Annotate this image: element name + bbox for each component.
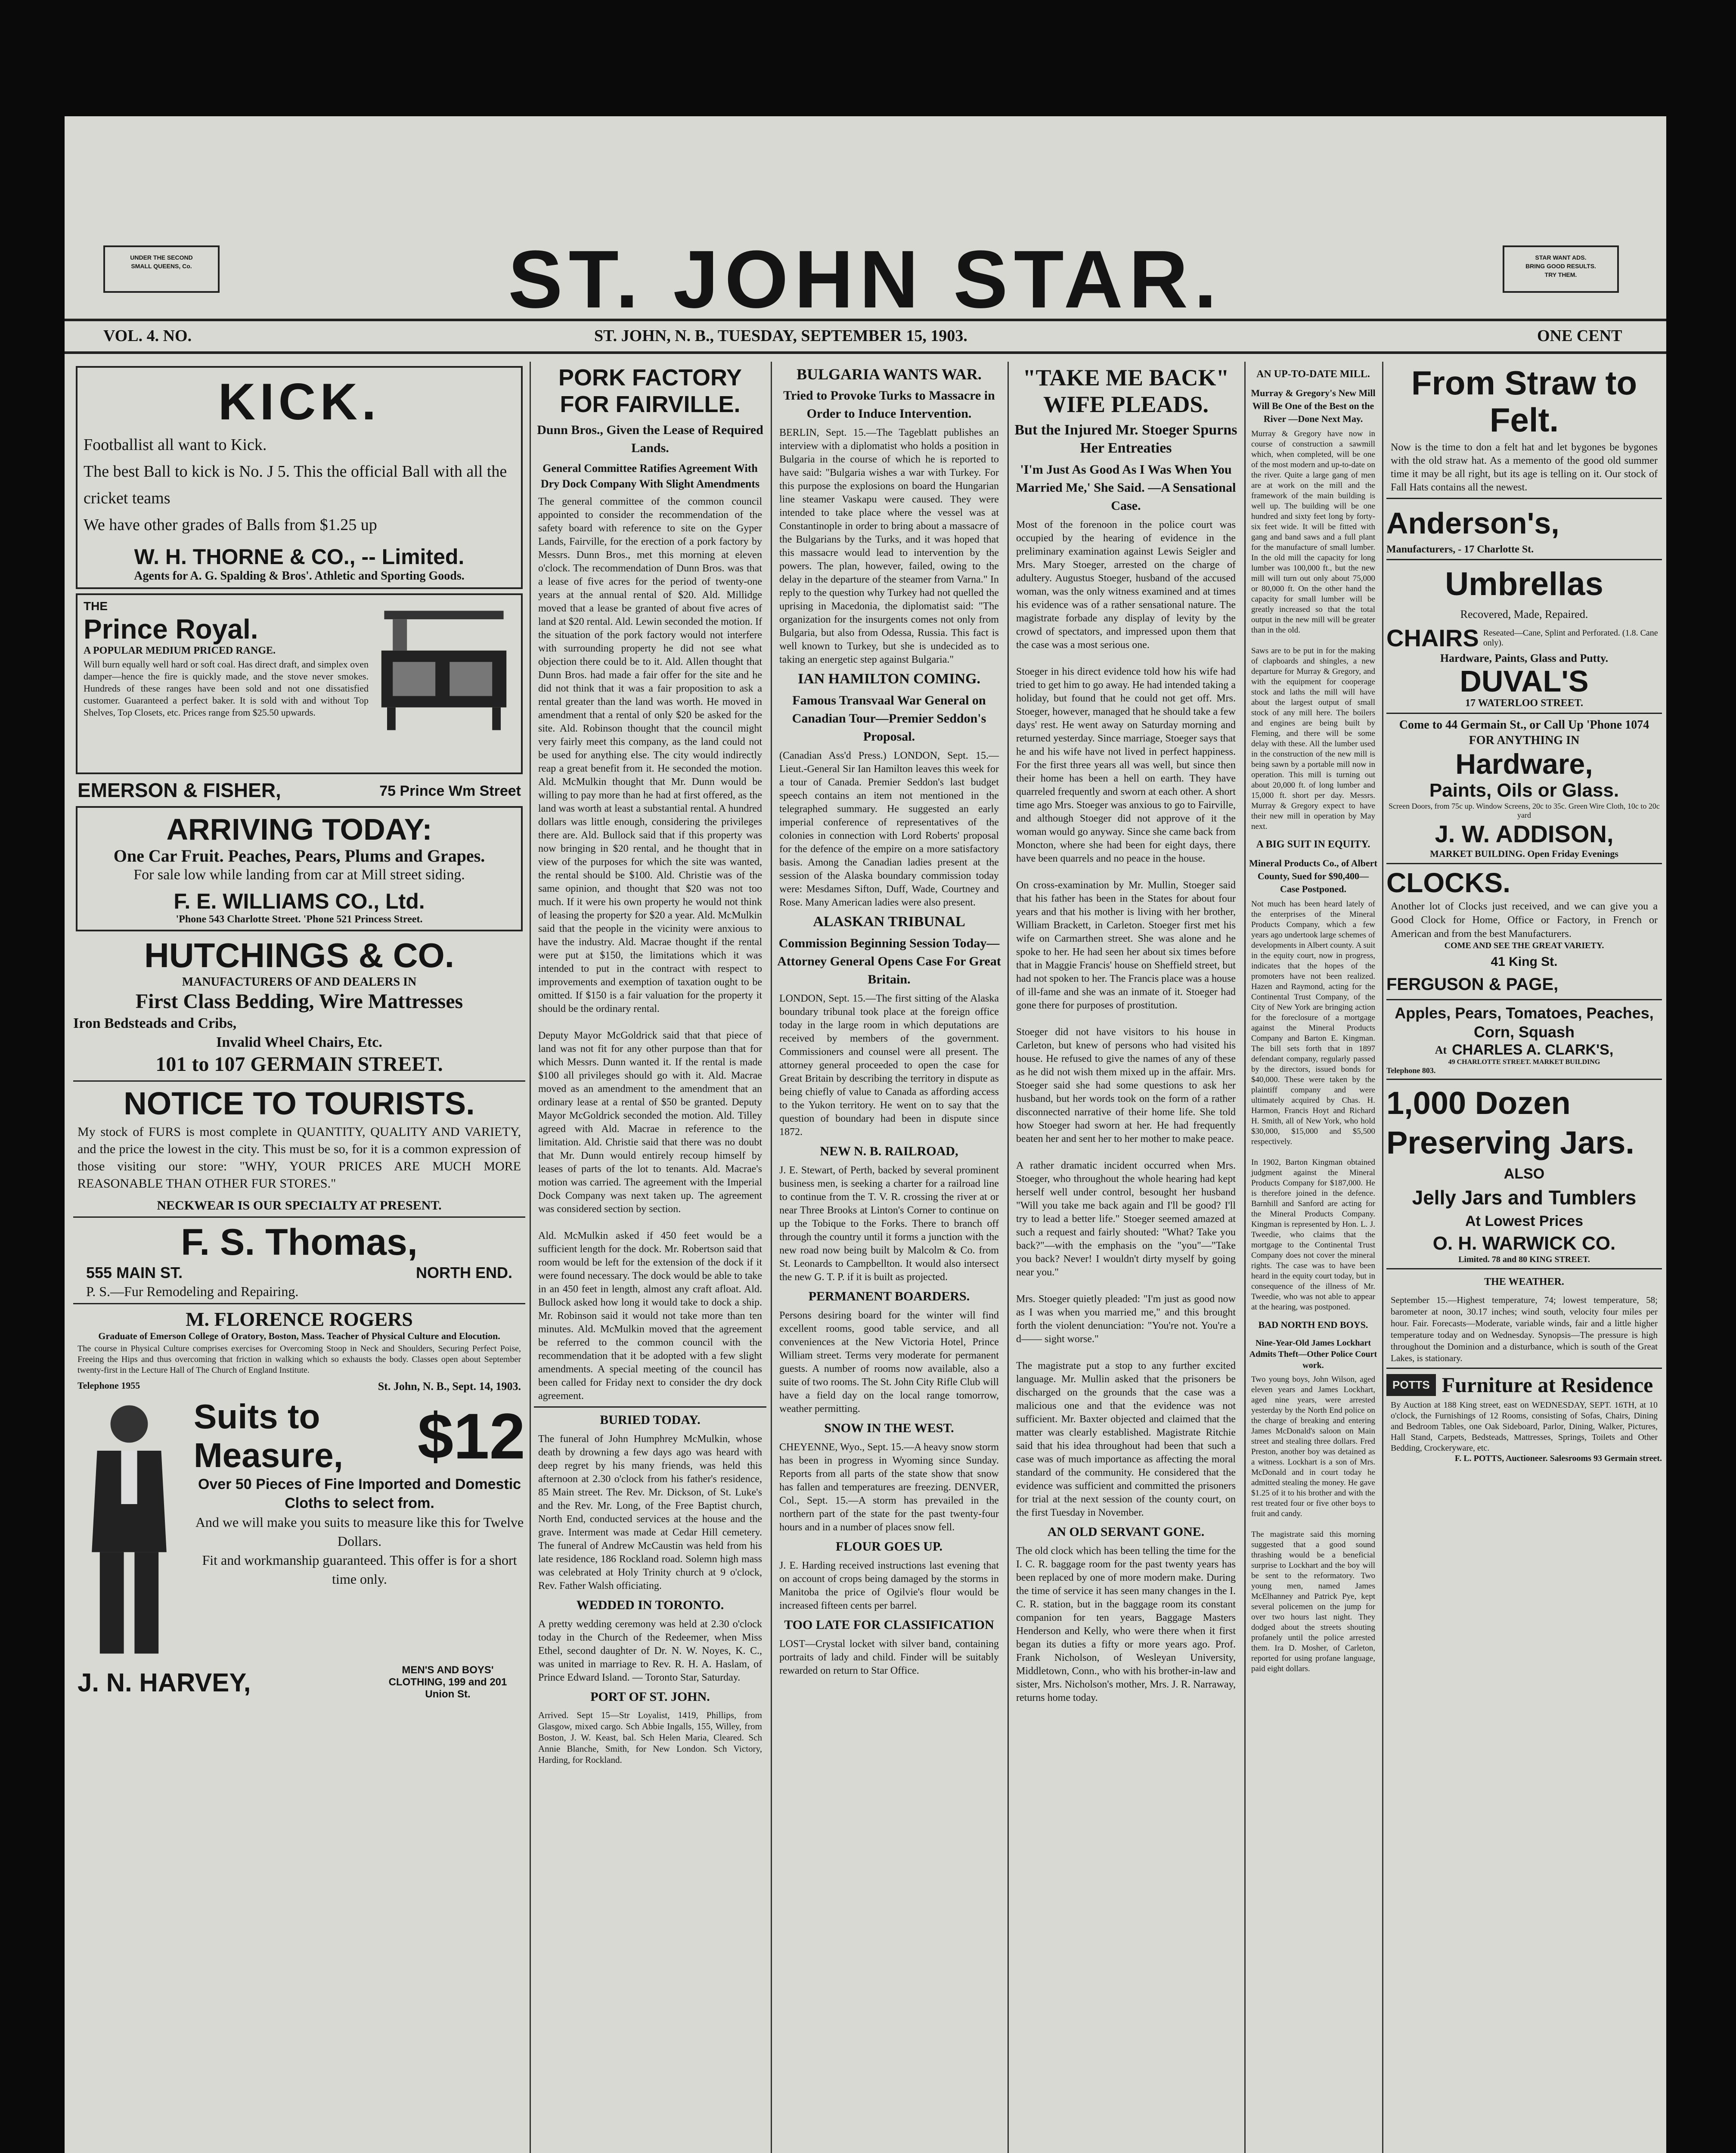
article-body: J. E. Stewart, of Perth, backed by several prominent business men, is seeking a charter for a railroad line to continue from the T. V. R. crossing the river at or near Three Brooks at Linton's Corner to continue on up the Tobique to the Forks. There to branch off through the country until it forms a junction with the new road now being built by Malcolm & Co. from St. Leonards to Campbellton. It would also intersect the new G. T. P. if it is built as projected. [779,1165,999,1283]
ad-arriving-head: ARRIVING TODAY: [166,813,432,846]
article-headline: BULGARIA WANTS WAR. [797,366,982,383]
left-ear-line: SMALL QUEENS, Co. [131,263,192,270]
ad-arriving [76,806,523,931]
article-subhead: General Committee Ratifies Agreement With Dry Dock Company With Slight Amendments [540,462,760,490]
article-headline: TOO LATE FOR CLASSIFICATION [784,1618,994,1632]
article-headline: AN OLD SERVANT GONE. [1047,1525,1205,1539]
newspaper-title: ST. JOHN STAR. [508,234,1223,325]
ad-prince-the: THE [84,599,108,613]
column-pork-factory [534,362,766,2153]
ad-chairs: CHAIRS [1386,624,1479,651]
ad-warwick-sub: Limited. 78 and 80 KING STREET. [1458,1255,1590,1264]
ad-warwick-lowest: At Lowest Prices [1465,1213,1583,1229]
ad-potts-text: By Auction at 188 King street, east on WEDNESDAY, SEPT. 16TH, at 10 o'clock, the Furnishings of 12 Rooms, consisting of Sofas, Chairs, Dining and Bedroom Tables, one Oak Sideboard, Parlor, Dining, Walker, Pictures, Hall Stand, Carpets, Bedsteads, Mattresses, Springs, Toilets and Other Bedding, Crockeryware, etc. [1391,1400,1658,1453]
right-ear-box [1503,245,1619,293]
ad-harvey-line: And we will make you suits to measure like this for Twelve Dollars. [195,1514,524,1549]
divider [534,1406,766,1408]
ad-prince-royal [76,593,523,774]
ad-arriving-phones: 'Phone 543 Charlotte Street. 'Phone 521 Princess Street. [176,914,423,925]
article-subhead: Nine-Year-Old James Lockhart Admits Theft—Other Police Court work. [1249,1338,1377,1370]
ad-felt-headline: From Straw to Felt. [1411,364,1637,439]
divider [1386,498,1662,499]
ad-thomas-address-row [86,1264,512,1282]
article-body: The funeral of John Humphrey McMulkin, whose death by drowning a few days ago was heard with deep regret by his many friends, was held this afternoon at 2.30 o'clock from his father's residence, 85 Main street. The Rev. Mr. Dickson, of St. Luke's and the Rev. Mr. Long, of the Free Baptist church, North End, conducted services at the house and the grave. Interment was made at Cedar Hill cemetery. The funeral of Andrew McCaustin was held from his late residence, 186 Rockland road. Solemn high mass was celebrated at Holy Trinity church at 9 o'clock, Rev. Father Walsh officiating. [538,1433,762,1591]
ad-rogers-phone: Telephone 1955 [78,1380,140,1391]
article-headline: BAD NORTH END BOYS. [1258,1319,1368,1330]
ad-tourists [73,1085,525,1213]
article-subhead: 'I'm Just As Good As I Was When You Married Me,' She Said. —A Sensational Case. [1016,462,1236,513]
article-headline: PORT OF ST. JOHN. [590,1690,710,1704]
ad-addison-small: Screen Doors, from 75c up. Window Screens, 20c to 35c. Green Wire Cloth, 10c to 20c yard [1389,802,1660,819]
ad-umbrellas-sub: Recovered, Made, Repaired. [1460,608,1588,620]
ad-hutchings-head: HUTCHINGS & CO. [144,936,454,974]
column-rule [1382,362,1383,2153]
ad-rogers-credentials: Graduate of Emerson College of Oratory, Boston, Mass. Teacher of Physical Culture and Elocution. [98,1331,500,1341]
ad-chairs-row [1386,624,1662,652]
article-body: LOST—Crystal locket with silver band, containing portraits of lady and child. Finder will be suitably rewarded on return to Star Office. [779,1638,999,1676]
ad-kick-headline: KICK. [218,373,381,431]
article-body: BERLIN, Sept. 15.—The Tageblatt publishes an interview with a diplomatist who holds a position in Bulgaria in the course of which he is reported to have said: "Bulgaria wishes a war with Turkey. For this purpose the explosions on board the Hungarian line steamer Vaskapu were caused. They were intended to take place where the vessel was at Constantinople in order to bring about a massacre of the Bulgarians by the Turks, and it was hoped that this massacre would lead to intervention by the powers. The plan, however, failed, owing to the delay in the departure of the steamer from Varna." In reply to the question why Turkey had not quelled the uprising in Macedonia, the diplomatist said: "The organization for the insurgents comes not only from Bulgaria, but also from Odessa, Russia. This fact is well known to Turkey, but she is undecided as to taking an energetic step against Bulgaria." [779,427,999,665]
ad-harvey-suits: Suits to Measure, [194,1397,343,1474]
ad-harvey-footer [78,1664,521,1700]
divider [73,1303,525,1304]
ad-kick-line: Footballist all want to Kick. [84,436,267,454]
ad-addison-paints: Paints, Oils or Glass. [1429,780,1619,801]
divider [1386,1079,1662,1080]
article-body: A pretty wedding ceremony was held at 2.30 o'clock today in the Church of the Redeemer, when Miss Ethel, second daughter of Dr. N. W. Noyes, K. C., was united in marriage to Rev. R. H. A. Haslam, of Prince Edward Island. — Toronto Star, Saturday. [538,1619,762,1683]
article-headline: PERMANENT BOARDERS. [808,1289,970,1303]
ad-ferguson: FERGUSON & PAGE, [1386,975,1559,994]
ad-harvey [73,1397,525,1700]
ad-harvey-date: St. John, N. B., Sept. 14, 1903. [378,1380,521,1393]
ad-warwick-jelly: Jelly Jars and Tumblers [1412,1186,1637,1209]
ad-prince-name: Prince Royal. [84,614,258,645]
ad-hutchings-line: Invalid Wheel Chairs, Etc. [216,1034,382,1050]
ad-warwick-also: ALSO [1504,1166,1545,1182]
article-body: J. E. Harding received instructions last evening that on account of crops being damaged by the storms in Manitoba the price of Ogilvie's flour would be increased fifteen cents per barrel. [779,1560,999,1611]
column-mill-and-suit [1249,362,1378,2153]
ad-clark-name: CHARLES A. CLARK'S, [1452,1042,1614,1058]
dateline-bar [65,319,1666,354]
article-headline: "TAKE ME BACK" WIFE PLEADS. [1023,365,1229,417]
ad-duval-hardware: Hardware, Paints, Glass and Putty. [1440,652,1609,664]
divider [1386,713,1662,714]
article-body: Two young boys, John Wilson, aged eleven years and James Lockhart, aged nine years, were arrested yesterday by the North End police on the charge of breaking and entering James McDonald's saloon on Main street and stealing three dollars. Fred Preston, another boy was detained as a witness. Lockhart is a son of Mrs. McDonald and in court today he admitted stealing the money. He gave $1.25 of it to his brother and with the rest treated four or five other boys to fruit and candy. The magistrate said this morning suggested that a good sound thrashing would be a beneficial surprise to Lockhart and the boy will be sent to the reformatory. Two young men, named James McElhanney and Patrick Pye, kept several policemen on the jump for over two hours last night. They dodged about the streets shouting profanely until the police arrested them. Ira D. Mosher, of Carleton, reported for using profane language, paid eight dollars. [1251,1375,1375,1673]
article-body: The old clock which has been telling the time for the I. C. R. baggage room for the past twenty years has been replaced by one of more modern make. During the time of service it has seen many changes in the I. C. R. station, but in the baggage room its constant companion for ten years, Baggage Masters Henderson and Kelly, who were there when it first began its duties a fifty or more years ago. Prof. Frank Nicholson, of Wesleyan University, Middletown, Conn., who with his brother-in-law and sister, Mrs. Nicholson's mother, Mrs. J. R. Narraway, returns home today. [1016,1545,1236,1703]
right-ear-line: BRING GOOD RESULTS. [1525,263,1596,270]
ad-clark-address: 49 CHARLOTTE STREET. MARKET BUILDING [1448,1058,1600,1066]
article-body: Most of the forenoon in the police court was occupied by the hearing of evidence in the preliminary examination against Lewis Seigler and Mrs. Mary Stoeger, arrested on the charge of adultery. Augustus Stoeger, husband of the accused woman, was the only witness examined and at times his evidence was of a rather sensational nature. The magistrate forbade any display of levity by the crowd of spectators, and impressed upon them that the case was a most serious one. Stoeger in his direct evidence told how his wife had tried to get him to go away. He had intended taking a holiday, but found that he could not get off. Mrs. Stoeger, however, managed that he should take a few days' rest. He went away on Saturday morning and returned yesterday. Since marriage, Stoeger says that he and his wife have not lived in perfect happiness. For the first three years all was well, but since then their home has been a hell on earth. They have quarreled frequently and sworn at each other. A short time ago Mrs. Stoeger was anxious to go to Fairville, and although Stoeger did not approve of it the woman would go anyway. Since she came back from Moncton, where she had been for eight days, there have been quarrels and no peace in the house. On cross-examination by Mr. Mullin, Stoeger said that his father has been in the States for about four years and that his mother is living with her brother, William Brackett, in Carleton. Stoeger first met his wife on Carmarthen street. She was alone and he spoke to her. He had seen her about six times before that in Maggie Francis' house on Sheffield street, but had not spoken to her. The Francis place was a house of ill-fame and she was an inmate of it. Stoeger had gone there for purposes of prostitution. Stoeger did not have visitors to his house in Carleton, but knew of persons who had visited his house. He refused to give the names of any of these as he did not wish them mixed up in the affair. Mrs. Stoeger said she had some questions to ask her husband, but her words took on the form of a rather disconnected narrative of their home life. She told how Stoeger had sworn at her. He had frequently beaten her and sent her to her mother to make peace. A rather dramatic incident occurred when Mrs. Stoeger, who throughout the whole hearing had kept herself well under control, besought her husband "Will you take me back again and I'll be good? I'll try to lead a better life." Stoeger seemed amazed at such a request and fairly shouted: "What? Take you back?"—with the emphasis on the "you"—"Take you back? Never! I wouldn't dirty myself by going near you." Mrs. Stoeger quietly pleaded: "I'm just as good now as I was when you married me," and this brought forth the violent denunciation: "You're not. You're a d—— sight worse." The magistrate put a stop to any further excited language. Mr. Mullin asked that the prisoners be discharged on the grounds that the case was a malicious one and that the evidence was not sufficient. Mr. Baxter objected and claimed that the matter was clearly established. Magistrate Ritchie said that his idea throughout had been that such a case was of much importance as affecting the moral standard of the community. He considered that the evidence was sufficient and committed the prisoners for trial at the next session of the county court, on the first Tuesday in November. [1016,519,1236,1518]
article-body: Not much has been heard lately of the enterprises of the Mineral Products Company, which a few years ago undertook large schemes of developments in Albert county. A suit in the equity court, now in progress, indicates that the hopes of the promoters have not been realized. Hazen and Raymond, acting for the Continental Trust Company, of the City of New York are bringing action for the foreclosure of a mortgage against the Mineral Products Company and Barton E. Kingman. The bill sets forth that in 1897 defendant company, regularly passed by the directors, issued bonds for $40,000. These were taken by the plaintiff company and were ultimately acquired by Chas. H. Harmon, Francis Hoyt and Richard H. Smith, all of New York, who hold $30,000, $15,000 and $5,500 respectively. In 1902, Barton Kingman obtained judgment against the Mineral Products Company for $187,000. He is therefore joined in the defence. Barnhill and Sanford are acting for the Mineral Products Company. Kingman is represented by Hon. L. J. Tweedie, who claims that the mortgage to the Continental Trust Company does not cover the mineral rights. The case was to have been heard in the equity court today, but in consequence of the illness of Mr. Tweedie, who was not able to appear at the hearing, was postponed. [1251,900,1375,1312]
ad-thomas-address: 555 MAIN ST. [86,1264,183,1281]
right-ear-line: STAR WANT ADS. [1535,254,1587,261]
ad-potts-logo: POTTS [1386,1374,1436,1396]
ad-thomas-ps: P. S.—Fur Remodeling and Repairing. [86,1284,299,1299]
publication-date: ST. JOHN, N. B., TUESDAY, SEPTEMBER 15, 1903. [594,327,967,345]
ad-thomas-name: F. S. Thomas, [181,1222,418,1263]
article-body: Arrived. Sept 15—Str Loyalist, 1419, Phillips, from Glasgow, mixed cargo. Sch Abbie Ingalls, 155, Willey, from Boston, J. W. Keast, bal. Sch Helen Maria, Cleared. Sch Annie Blanche, Smith, for New London. Sch Victory, Harding, for Rockland. [538,1710,762,1765]
divider [1386,559,1662,560]
ad-potts-name: F. L. POTTS, Auctioneer. Salesrooms 93 Germain street. [1454,1454,1662,1463]
ad-prince-address: 75 Prince Wm Street [379,783,521,799]
weather-headline: THE WEATHER. [1484,1276,1564,1287]
column-take-me-back [1012,362,1240,2153]
article-body: (Canadian Ass'd Press.) LONDON, Sept. 15.—Lieut.-General Sir Ian Hamilton leaves this week for a tour of Canada. Premier Seddon's last budget speech contains an item not mentioned in the telegraphed summary. He suggested an early imperial conference of representatives of the colonies in connection with Lord Roberts' proposal for the defence of the empire on a more satisfactory basis. Among the Canadian ladies present at the session of the Alaska boundary commission today were: Mesdames Sifton, Duff, Wade, Courtney and Rose. Many American ladies were also present. [779,750,999,908]
ad-kick [76,366,523,589]
ad-addison-hardware: Hardware, [1455,748,1593,780]
article-headline: SNOW IN THE WEST. [824,1421,954,1435]
article-body: LONDON, Sept. 15.—The first sitting of the Alaska boundary tribunal took place at the foreign office today in the large room in which deputations are received by members of the government. Commissioners and counsel were all present. The attorney general proceeded to open the case for Great Britain by describing the territory in dispute as being chiefly of value to Canada as affording access to the Yukon territory. He went on to say that the question of boundary had been in dispute since 1872. [779,993,999,1138]
ad-prince-firm: EMERSON & FISHER, [78,779,281,801]
ad-clocks-text: Another lot of Clocks just received, and we can give you a Good Clock for Home, Office or Factory, in French or American and from the best Manufacturers. [1391,901,1658,940]
ad-rogers-name: M. FLORENCE ROGERS [186,1308,413,1330]
divider [1386,1368,1662,1369]
ad-anderson-sub: Manufacturers, - 17 Charlotte St. [1386,544,1534,555]
column-bulgaria [775,362,1003,2153]
stove-illustration [373,599,515,741]
ad-arriving-line: One Car Fruit. Peaches, Pears, Plums and Grapes. [113,846,485,866]
ad-harvey-top-row [78,1380,521,1393]
ad-kick-agents: Agents for A. G. Spalding & Bros'. Athletic and Sporting Goods. [134,569,465,583]
article-subhead: Tried to Provoke Turks to Massacre in Order to Induce Intervention. [783,388,995,421]
article-headline: PORK FACTORY FOR FAIRVILLE. [558,365,742,417]
ad-addison-name: J. W. ADDISON, [1435,820,1614,847]
right-ear-line: TRY THEM. [1544,271,1577,278]
divider [1386,1268,1662,1269]
ad-hutchings-line: Iron Bedsteads and Cribs, [73,1015,237,1031]
ad-addison-pre: Come to 44 Germain St., or Call Up 'Phone 1074 FOR ANYTHING IN [1399,718,1649,747]
article-body: Murray & Gregory have now in course of construction a sawmill which, when completed, will be one of the most modern and up-to-date on the river. Quite a large gang of men are at work on the mill and the framework of the main building is well up. The building will be one hundred and sixty feet long by forty-six feet wide. It will be fitted with gang and band saws and a full plant for the manufacture of small lumber. In the old mill the capacity for long lumber was 100,000 ft., but the new mill will turn out only about 75,000 or 80,000 ft. On the other hand the capacity for small lumber will be greatly increased so that the total output in the new mill will be greater than in the old. Saws are to be put in for the making of clapboards and shingles, a new departure for Murray & Gregory, and with the equipment for cooperage stock and laths the mill will have about the largest output of small stock of any mill here. The boilers and engines are being built by Fleming, and there will be some delay with these. All the lumber used in the construction of the new mill is being sawn by a portable mill now in operation. This mill is turning out about 20,000 ft. of long lumber and 15,000 ft. short per day. Messrs. Murray & Gregory expect to have their new mill in operation by May next. [1251,429,1375,831]
article-subhead: Murray & Gregory's New Mill Will Be One of the Best on the River —Done Next May. [1251,388,1376,424]
newspaper-page [65,116,1666,2153]
article-headline: A BIG SUIT IN EQUITY. [1256,839,1370,850]
ad-harvey-line: Over 50 Pieces of Fine Imported and Domestic Cloths to select from. [198,1476,521,1511]
article-headline: AN UP-TO-DATE MILL. [1256,369,1370,380]
article-headline: IAN HAMILTON COMING. [797,671,981,687]
ad-duval-address: 17 WATERLOO STREET. [1465,698,1584,709]
article-subhead: But the Injured Mr. Stoeger Spurns Her Entreaties [1014,422,1237,456]
article-subhead: Famous Transvaal War General on Canadian Tour—Premier Seddon's Proposal. [792,693,986,744]
ad-tourists-head: NOTICE TO TOURISTS. [124,1086,475,1121]
article-headline: FLOUR GOES UP. [835,1539,943,1554]
ad-addison-market: MARKET BUILDING. Open Friday Evenings [1430,848,1618,859]
article-headline: BURIED TODAY. [600,1413,701,1427]
column-rule [1244,362,1246,2153]
divider [1386,863,1662,864]
price: ONE CENT [1537,327,1622,345]
masthead [65,116,1666,345]
ad-prince-footer [78,779,521,802]
ad-arriving-line: For sale low while landing from car at Mill street siding. [133,867,465,883]
ad-clark-telephone: Telephone 803. [1386,1066,1436,1075]
ad-tourists-neckwear: NECKWEAR IS OUR SPECIALTY AT PRESENT. [157,1198,442,1213]
ad-harvey-price: $12 [417,1399,525,1472]
column-rule [771,362,772,2153]
ad-thomas [73,1221,525,1300]
article-body: Persons desiring board for the winter will find excellent rooms, good table service, and all conveniences at the New Victoria Hotel, Prince William street. Terms very moderate for permanent guests. A number of rooms now available, also a suite of two rooms. The St. John City Rifle Club will have a field day on the local range tomorrow, weather permitting. [779,1310,999,1415]
weather-body: September 15.—Highest temperature, 74; lowest temperature, 58; barometer at noon, 30.17 inches; wind south, velocity four miles per hour. Fair. Forecasts—Moderate, variable winds, fair and a little higher temperature today and on Wednesday. Synopsis—The pressure is high throughout the Dominion and a disturbance, which is south of the Great Lakes, is stationary. [1391,1295,1658,1363]
left-ear-box [103,245,220,293]
article-subhead: Dunn Bros., Given the Lease of Required Lands. [537,423,763,455]
ad-clark-produce: Apples, Pears, Tomatoes, Peaches, Corn, Squash [1395,1004,1654,1041]
ad-harvey-line: Fit and workmanship guaranteed. This offer is for a short time only. [202,1552,517,1587]
ad-harvey-headline [194,1397,525,1475]
column-ads-right [1386,362,1662,2153]
article-body: The general committee of the common council appointed to consider the recommendation of the safety board with reference to site on the Gyper Lands, Fairville, for the erection of a pork factory by Messrs. Dunn Bros., met this morning at eleven o'clock. The recommendation of Dunn Bros. was that a lease of five acres for the period of twenty-one years at the annual rental of $20. Ald. Millidge moved that a lease be granted of about five acres of land at $20 rental. Ald. Lewin seconded the motion. If the situation of the pork factory would not interfere with surrounding property he did not see what objection there could be to it. Ald. Allen thought that Dunn Bros. had made a fair offer for the site and he did not think that it was a fair proposition to ask a rental greater than the land was worth. He moved in amendment that a rental of only $20 be asked for the site. Ald. Robinson thought that the council might very fairly meet this company, as the land could not be used for anything else. The city would indirectly reap a great benefit from it. He seconded the motion. Ald. McMulkin thought that Mr. Dunn would be willing to pay more than he had at first offered, as the land was worth at least a substantial rental. A hundred dollars was little enough, considering the privileges there are. Ald. Bullock said that if this property was now bringing in $20 rental, and he thought that in view of the purposes for which the site was wanted, the rental should be $100. Ald. Christie was of the same opinion, and thought that $20 was not too much. If it were his own property he would not think of leasing the property for $20 a year. Ald. McMulkin said that the people in the vicinity were anxious to have the industry. Ald. Macrae thought if the rental were put at $150, the limitations which it was intended to put in the contract with respect to improvements and exemption of taxation ought to be omitted. If $150 is a fair valuation for the property it should be the ordinary rental. Deputy Mayor McGoldrick said that that piece of land was not fit for any other purpose than that for which Messrs. Dunn wanted it. If the rental is made $100 all privileges should go with it. Ald. Macrae moved as an amendment to the amendment that an ordinary lease at a rental of $50 be granted. Deputy Mayor McGoldrick seconded the motion. Ald. Tilley agreed with Ald. Macrae in reference to the limitation. Ald. Christie said that there was no doubt that Mr. Dunn would entirely recoup himself by leases of parts of the lot to tenants. Ald. Macrae's motion was carried. The agreement with the Imperial Dock Company was next taken up. The agreement was considered section by section. Ald. McMulkin asked if 450 feet would be a sufficient length for the dock. Mr. Robertson said that room would be left for the extension of the dock if it were found necessary. The dock would be able to take in an 450 feet in length, almost any craft afloat. Ald. Bullock asked how long it would take to dock a ship. Mr. Robinson said it would not take more than ten minutes. Ald. McMulkin moved that the agreement be referred to the common council with the recommendation that it be adopted with a few slight amendments. A special meeting of the council has been called for Friday next to consider the dry dock agreement. [538,496,762,1402]
ad-hutchings-address: 101 to 107 GERMAIN STREET. [155,1053,443,1076]
ad-king-street: 41 King St. [1491,955,1558,969]
article-headline: NEW N. B. RAILROAD, [820,1144,958,1158]
ad-clark-row [1386,1042,1662,1058]
article-body: CHEYENNE, Wyo., Sept. 15.—A heavy snow storm has been in progress in Wyoming since Sunday. Reports from all parts of the state show that snow has fallen and temperatures are freezing. DENVER, Col., Sept. 15.—A storm has prevailed in the northern part of the state for the past twenty-four hours and in a number of places snow fell. [779,1442,999,1533]
divider [73,1080,525,1082]
ad-umbrellas: Umbrellas [1445,566,1603,602]
ad-clocks-head: CLOCKS. [1386,867,1510,898]
ad-hutchings-sub: MANUFACTURERS OF AND DEALERS IN [182,975,417,989]
volume-number: VOL. 4. NO. [103,327,192,345]
divider [1386,999,1662,1000]
ad-potts-headline: Furniture at Residence [1442,1373,1653,1397]
ad-harvey-firm: J. N. HARVEY, [78,1668,251,1697]
ad-chairs-sub: Reseated—Cane, Splint and Perforated. (1.8. Cane only). [1483,628,1658,648]
ad-kick-line: The best Ball to kick is No. J 5. This the official Ball with all the cricket teams [84,462,507,507]
ad-felt-text: Now is the time to don a felt hat and let bygones be bygones with the old straw hat. As a memento of the good old summer time it may be all right, but its age is telling on it. Our stock of Fall Hats contains all the newest. [1391,442,1658,493]
ad-rogers [73,1308,525,1376]
ad-arriving-firm: F. E. WILLIAMS CO., Ltd. [174,889,425,913]
ad-harvey-tag: MEN'S AND BOYS' CLOTHING, 199 and 201 Union St. [388,1664,507,1700]
ad-kick-line: We have other grades of Balls from $1.25 up [84,516,377,534]
ad-hutchings [73,936,525,1077]
ad-potts-header [1386,1372,1662,1397]
ad-warwick-name: O. H. WARWICK CO. [1432,1233,1616,1254]
ad-tourists-text: My stock of FURS is most complete in QUANTITY, QUALITY AND VARIETY, and the price the lowest in the city. This must be so, for it is a common expression of those visiting our store: "WHY, YOUR PRICES ARE MUCH MORE REASONABLE THAN OTHER FUR STORES." [78,1125,521,1191]
ad-anderson-name: Anderson's, [1386,506,1559,540]
ad-hutchings-line: First Class Bedding, Wire Mattresses [135,990,463,1013]
article-headline: ALASKAN TRIBUNAL [813,914,965,930]
ad-prince-tag: A POPULAR MEDIUM PRICED RANGE. [84,645,276,656]
column-ads-left [73,362,525,2153]
man-in-suit-illustration [73,1397,185,1664]
article-subhead: Mineral Products Co., of Albert County, Sued for $90,400— Case Postponed. [1249,858,1377,894]
column-rule [530,362,531,2153]
article-headline: WEDDED IN TORONTO. [576,1598,724,1612]
ad-duval-name: DUVAL'S [1460,664,1589,698]
ad-clark-at: At [1435,1043,1447,1056]
ad-rogers-text: The course in Physical Culture comprises exercises for Overcoming Stoop in Neck and Shoulders, Securing Perfect Poise, Freeing the Hips and thus overcoming that friction in walking which so exhausts the body. Classes open about September twenty-first in the Lecture Hall of The Church of England Institute. [78,1344,521,1375]
ad-thomas-north-end: NORTH END. [416,1264,512,1281]
ad-kick-firm: W. H. THORNE & CO., -- Limited. [134,545,465,569]
column-rule [1008,362,1009,2153]
left-ear-line: UNDER THE SECOND [130,254,193,261]
article-subhead: Commission Beginning Session Today—Attorney General Opens Case For Great Britain. [777,936,1001,987]
ad-clocks-come: COME AND SEE THE GREAT VARIETY. [1444,941,1604,950]
ad-prince-text: Will burn equally well hard or soft coal. Has direct draft, and simplex oven damper—hence the fire is quickly made, and the stove never smokes. Hundreds of these ranges have been sold and not one dissatisfied customer. Guaranteed a perfect baker. It is sold with and without Top Shelves, Top Closets, etc. Prices range from $25.50 upwards. [84,659,369,718]
ad-warwick-jars: 1,000 Dozen Preserving Jars. [1386,1085,1634,1160]
divider [73,1216,525,1218]
